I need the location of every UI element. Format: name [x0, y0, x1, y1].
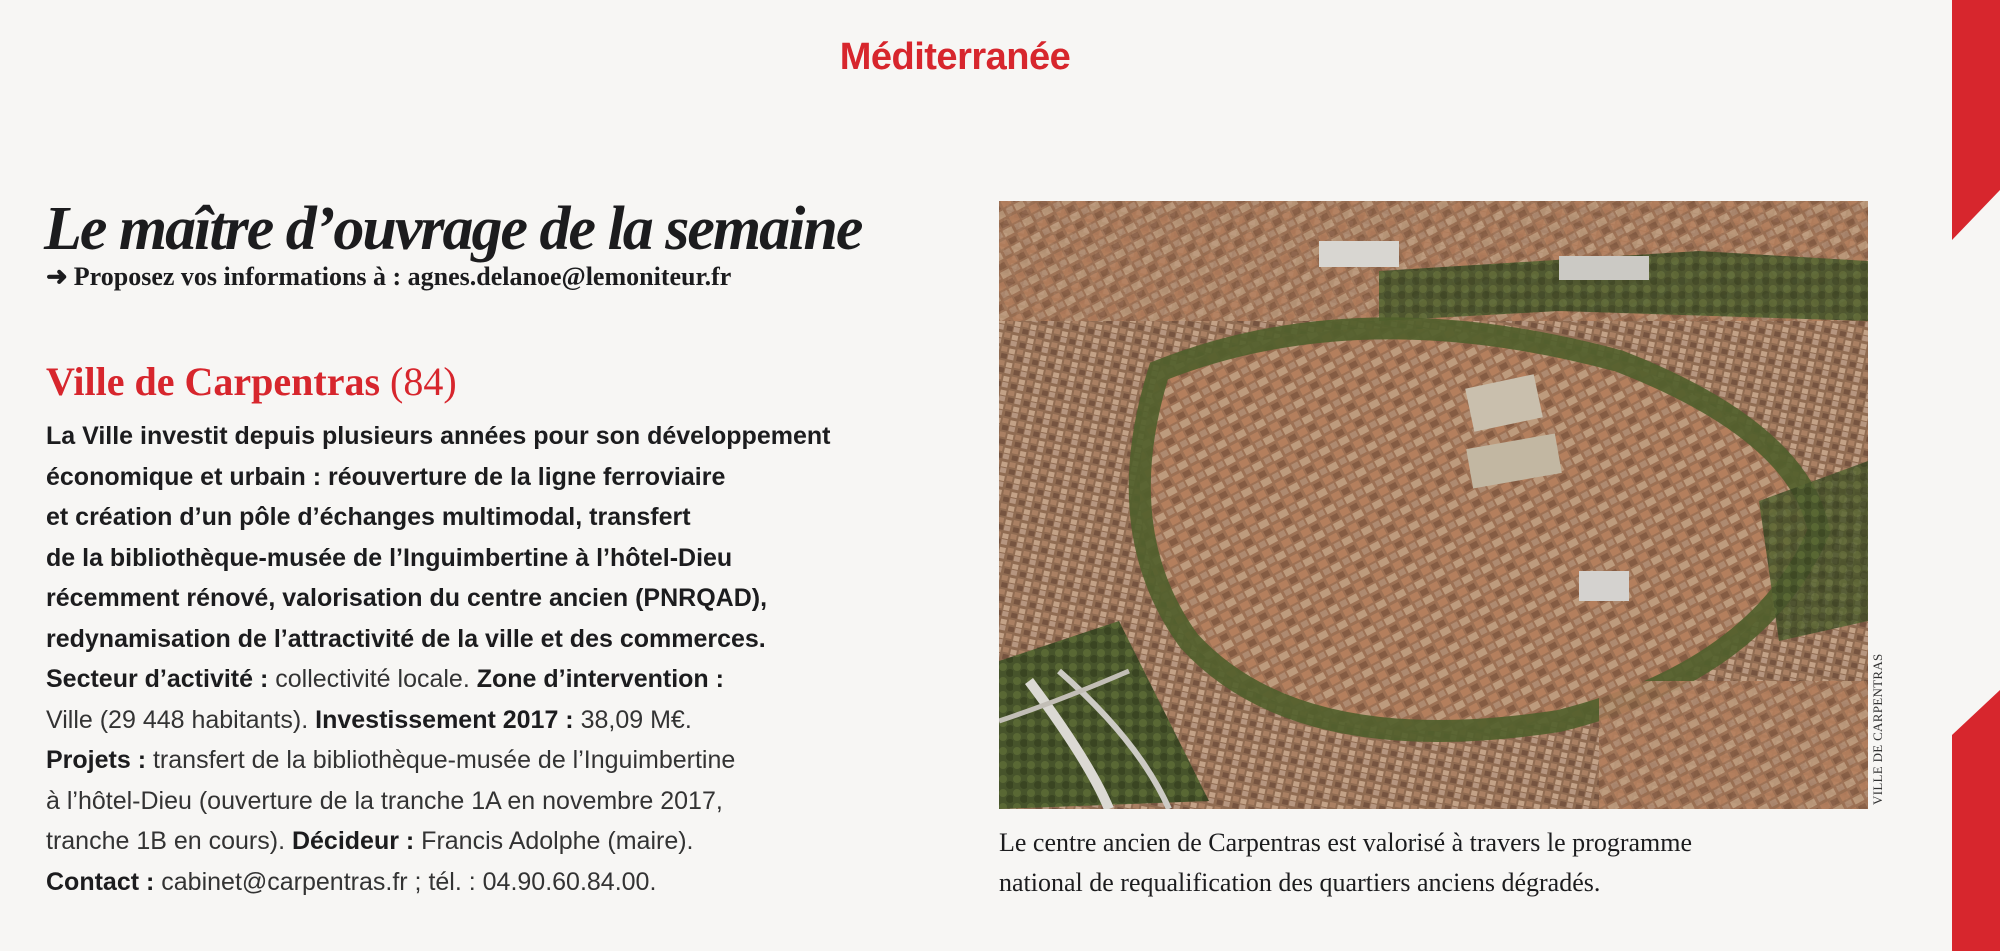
photo-credit: VILLE DE CARPENTRAS	[1870, 653, 1885, 805]
zone-label: Zone d’intervention :	[476, 665, 724, 693]
description-line: économique et urbain : réouverture de la ligne ferroviaire	[46, 462, 726, 491]
sector-value: collectivité locale.	[275, 665, 477, 693]
caption-line: national de requalification des quartiers anciens dégradés.	[999, 868, 1601, 897]
details-line-zone	[46, 700, 946, 741]
contact-value: cabinet@carpentras.fr ; tél. : 04.90.60.84.00.	[161, 867, 657, 896]
contact-label: Contact :	[46, 867, 162, 896]
details-line-contact	[46, 862, 946, 903]
details-line-projects	[46, 740, 946, 781]
decider-label: Décideur :	[291, 827, 422, 855]
investment-value: 38,09 M€.	[580, 705, 692, 734]
description-line: de la bibliothèque-musée de l’Inguimbertine à l’hôtel-Dieu	[46, 543, 733, 572]
caption-line: Le centre ancien de Carpentras est valorisé à travers le programme	[999, 828, 1692, 857]
projects-text-1: transfert de la bibliothèque-musée de l’Inguimbertine	[152, 746, 736, 774]
article-body	[46, 416, 946, 902]
projects-label: Projets :	[46, 746, 153, 774]
proposal-line	[46, 262, 731, 292]
arrow-right-icon: ➜	[46, 262, 68, 291]
proposal-text: Proposez vos informations à : agnes.delanoe@lemoniteur.fr	[73, 262, 732, 291]
description-line: redynamisation de l’attractivité de la ville et des commerces.	[46, 624, 766, 653]
page-edge-tab	[1942, 0, 2000, 951]
rubric-title: Le maître d’ouvrage de la semaine	[44, 195, 862, 263]
details-line-sector	[46, 659, 946, 700]
organization-title: Ville de Carpentras	[46, 359, 381, 404]
section-title: Méditerranée	[839, 36, 1071, 78]
details-line-projects-2	[46, 781, 946, 822]
description-line: récemment rénové, valorisation du centre ancien (PNRQAD),	[46, 584, 768, 612]
description-line: et création d’un pôle d’échanges multimodal, transfert	[46, 503, 691, 531]
sector-label: Secteur d’activité :	[46, 665, 276, 693]
projects-text-2: à l’hôtel-Dieu (ouverture de la tranche 1A en novembre 2017,	[46, 786, 723, 815]
investment-label: Investissement 2017 :	[315, 705, 581, 734]
decider-value: Francis Adolphe (maire).	[421, 827, 694, 855]
photo-caption	[999, 823, 1879, 903]
organization-department: (84)	[380, 359, 457, 404]
aerial-city-photo	[999, 201, 1868, 809]
organization-name	[46, 358, 457, 405]
details-line-decider	[46, 821, 946, 862]
zone-value: Ville (29 448 habitants).	[46, 705, 316, 734]
projects-text-3: tranche 1B en cours).	[46, 827, 292, 855]
description-line: La Ville investit depuis plusieurs années pour son développement	[46, 422, 831, 450]
